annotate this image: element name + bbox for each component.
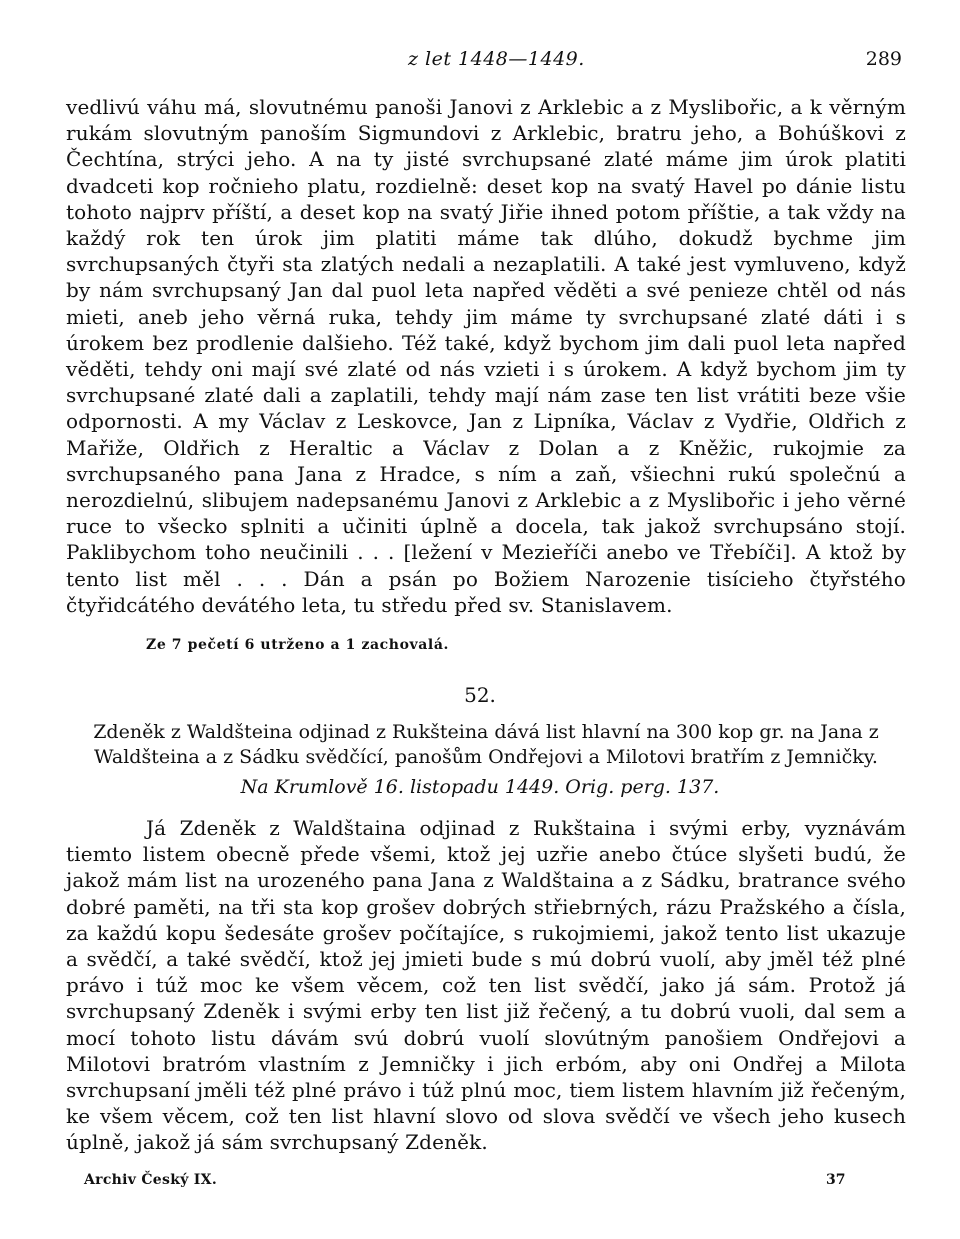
body-paragraph-continued: vedlivú váhu má, slovutnému panoši Janovi z Arklebic a z Myslibořic, a k věrným rukám slovutným panoším Sigmundovi z Arklebic, bratru jeho, a Bohúškovi z Čechtína, strýci jeho. A na ty jisté svrchupsané zlaté máme jim úrok platiti dvadceti kop ročnieho platu, rozdielně: deset kop na svatý Havel po dánie listu tohoto najprv příští, a deset kop na svatý Jiřie ihned potom příštie, a tak vždy na každý rok ten úrok jim platiti máme tak dlúho, dokudž bychme jim svrchupsaných čtyři sta zlatých nedali a nezaplatili. A také jest vymluveno, když by nám svrchupsaný Jan dal puol leta napřed věděti a své penieze chtěl od nás mieti, aneb jeho věrná ruka, tehdy jim máme ty svrchupsané zlaté dáti i s úrokem bez prodlenie dalšieho. Též také, když bychom jim dali puol leta napřed věděti, tehdy oni mají své zlaté od nás vzieti i s úrokem. A když bychom jim ty svrchupsané zlaté dali a zaplatili, tehdy mají nám zase ten list vrátiti beze všie odpornosti. A my Václav z Leskovce, Jan z Lipníka, Václav z Vydřie, Oldřich z Mařiže, Oldřich z Heraltic a Václav z Dolan a z Kněžic, rukojmie za svrchupsaného pana Jana z Hradce, s ním a zaň, všiechni rukú společnú a nerozdielnú, slibujem nadepsanému Janovi z Arklebic a z Myslibořic i jeho věrné ruce to všecko splniti a učiniti úplně a docela, tak jakož svrchupsáno stojí. Paklibychom toho neučinili . . . [ležení v Mezieříči anebo ve Třebíči]. A ktož by tento list měl . . . Dán a psán po Božiem Narozenie tisícieho čtyřstého čtyřidcátého devátého leta, tu středu před sv. Stanislavem.: [66, 95, 906, 617]
footer-sheet-number: 37: [826, 1172, 846, 1188]
document-dating: Na Krumlově 16. listopadu 1449. Orig. perg. 137.: [240, 776, 720, 798]
page-number: 289: [865, 48, 902, 70]
seal-note: Ze 7 pečetí 6 utrženo a 1 zachovalá.: [146, 637, 449, 653]
body-paragraph-document: Já Zdeněk z Waldštaina odjinad z Rukštaina i svými erby, vyznávám tiemto listem obecně přede všemi, ktož jej uzřie anebo čtúce slyšeti budú, že jakož mám list na urozeného pana Jana z Waldštaina a z Sádku, bratrance svého dobré paměti, na tři sta kop grošev dobrých střiebrných, rázu Pražského a čísla, za každú kopu šedesáte grošev počítajíce, s rukojmiemi, jakož tento list ukazuje a svědčí, a také svědčí, ktož jej jmieti bude s mú dobrú vuolí, aby jměl též plné právo i túž moc ke všem věcem, což ten list svědčí, jako já sám. Protož já svrchupsaný Zdeněk i svými erby ten list již řečený, a tu dobrú vuoli, dal sem a mocí tohoto listu dávám svú dobrú vuolí slovútným panošiem Ondřejovi a Milotovi bratróm vlastním z Jemničky i jich erbóm, aby oni Ondřej a Milota svrchupsaní jměli též plné právo i túž plnú moc, tiem listem hlavním již řečeným, ke všem věcem, což ten list hlavní slovo od slova svědčí ve všech jeho kusech úplně, jakož já sám svrchupsaný Zdeněk.: [66, 816, 906, 1155]
running-head-title: z let 1448—1449.: [408, 48, 585, 70]
document-number: 52.: [464, 683, 496, 707]
footer-signature: Archiv Český IX.: [84, 1172, 217, 1188]
document-regest: Zdeněk z Waldšteina odjinad z Rukšteina dává list hlavní na 300 kop gr. na Jana z Waldšteina a z Sádku svědčící, panošům Ondřejovi a Milotovi bratřím z Jemničky.: [93, 721, 879, 768]
running-head: [0, 46, 960, 76]
